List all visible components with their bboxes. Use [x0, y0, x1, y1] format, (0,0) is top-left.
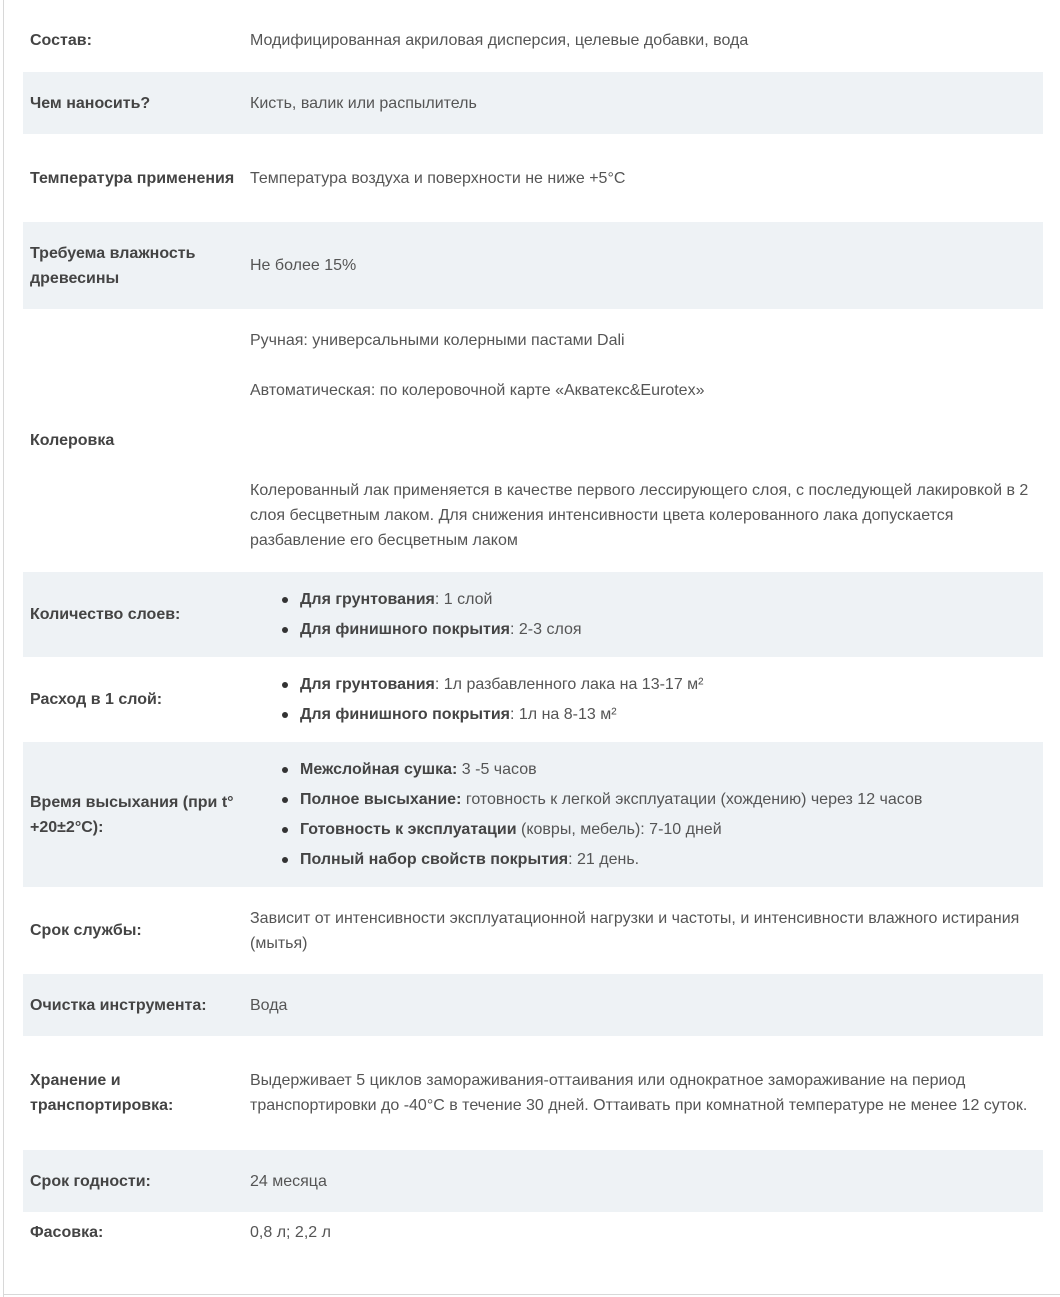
table-row: [23, 8, 1043, 72]
row-value: [250, 134, 1043, 222]
row-value: [250, 1036, 1043, 1150]
list-item: Для финишного покрытия: 2-3 слоя: [250, 615, 1031, 645]
value-text: Ручная: универсальными колерными пастами Dali: [250, 332, 625, 349]
table-row: [23, 134, 1043, 222]
row-value: [250, 974, 1043, 1036]
value-text: Модифицированная акриловая дисперсия, целевые добавки, вода: [250, 31, 749, 49]
list-item: Межслойная сушка: 3 -5 часов: [250, 755, 1031, 785]
table-row: [23, 974, 1043, 1036]
row-value: [250, 72, 1043, 134]
row-value: [250, 309, 1043, 572]
value-list: [250, 670, 1031, 730]
row-value: [250, 572, 1043, 657]
value-text: Кисть, валик или распылитель: [250, 94, 477, 112]
table-row: [23, 1212, 1043, 1252]
table-row: [23, 222, 1043, 309]
table-row: [23, 1150, 1043, 1212]
row-label: Время высыхания (при t° +20±2°С):: [23, 742, 250, 887]
bottom-border: [3, 1294, 1060, 1295]
value-text: Колерованный лак применяется в качестве первого лессирующего слоя, с последующей лакировкой в 2 слоя бесцветным лаком. Для снижения интенсивности цвета колерованного лака допускается разбавление его бесцветным лаком: [250, 482, 1029, 549]
row-value: [250, 657, 1043, 742]
table-row: [23, 1036, 1043, 1150]
row-label: Фасовка:: [30, 1223, 104, 1241]
table-row: [23, 309, 1043, 572]
value-list: [250, 585, 1031, 645]
value-text: Автоматическая: по колеровочной карте «Акватекс&Eurotex»: [250, 382, 705, 399]
value-text: Вода: [250, 996, 288, 1014]
row-label: Количество слоев:: [23, 572, 250, 657]
row-label: Колеровка: [30, 432, 115, 449]
row-label: Температура применения: [30, 169, 235, 187]
row-label: Чем наносить?: [23, 72, 250, 134]
list-item: Полное высыхание: готовность к легкой эксплуатации (хождению) через 12 часов: [250, 785, 1031, 815]
value-text: Не более 15%: [250, 257, 357, 274]
row-label: Очистка инструмента:: [23, 974, 250, 1036]
spec-table: [23, 8, 1043, 1252]
row-value: [250, 222, 1043, 309]
row-label: Хранение и транспортировка:: [30, 1072, 174, 1114]
row-value: [250, 8, 1043, 72]
row-value: [250, 1212, 1043, 1252]
row-value: [250, 887, 1043, 974]
list-item: Готовность к эксплуатации (ковры, мебель): 7-10 дней: [250, 815, 1031, 845]
row-label: Срок службы:: [30, 922, 142, 939]
row-label: Требуема влажность древесины: [23, 222, 250, 309]
value-text: Зависит от интенсивности эксплуатационной нагрузки и частоты, и интенсивности влажного истирания (мытья): [250, 909, 1020, 952]
row-value: [250, 1150, 1043, 1212]
value-text: Температура воздуха и поверхности не ниже +5°С: [250, 169, 626, 187]
row-label: Состав:: [30, 31, 92, 49]
row-value: [250, 742, 1043, 887]
list-item: Полный набор свойств покрытия: 21 день.: [250, 845, 1031, 875]
left-border: [3, 0, 4, 1297]
value-list: [250, 755, 1031, 875]
table-row: [23, 657, 1043, 742]
table-row: [23, 887, 1043, 974]
value-text: 0,8 л; 2,2 л: [250, 1223, 331, 1241]
table-row: [23, 72, 1043, 134]
list-item: Для грунтования: 1л разбавленного лака на 13-17 м²: [250, 670, 1031, 700]
table-row: [23, 572, 1043, 657]
list-item: Для финишного покрытия: 1л на 8-13 м²: [250, 700, 1031, 730]
value-text: Выдерживает 5 циклов замораживания-оттаивания или однократное замораживание на период транспортировки до -40°С в течение 30 дней. Оттаивать при комнатной температуре не менее 12 суток.: [250, 1072, 1028, 1114]
row-label: Срок годности:: [23, 1150, 250, 1212]
row-label: Расход в 1 слой:: [30, 691, 163, 708]
table-row: [23, 742, 1043, 887]
value-text: 24 месяца: [250, 1172, 327, 1190]
list-item: Для грунтования: 1 слой: [250, 585, 1031, 615]
